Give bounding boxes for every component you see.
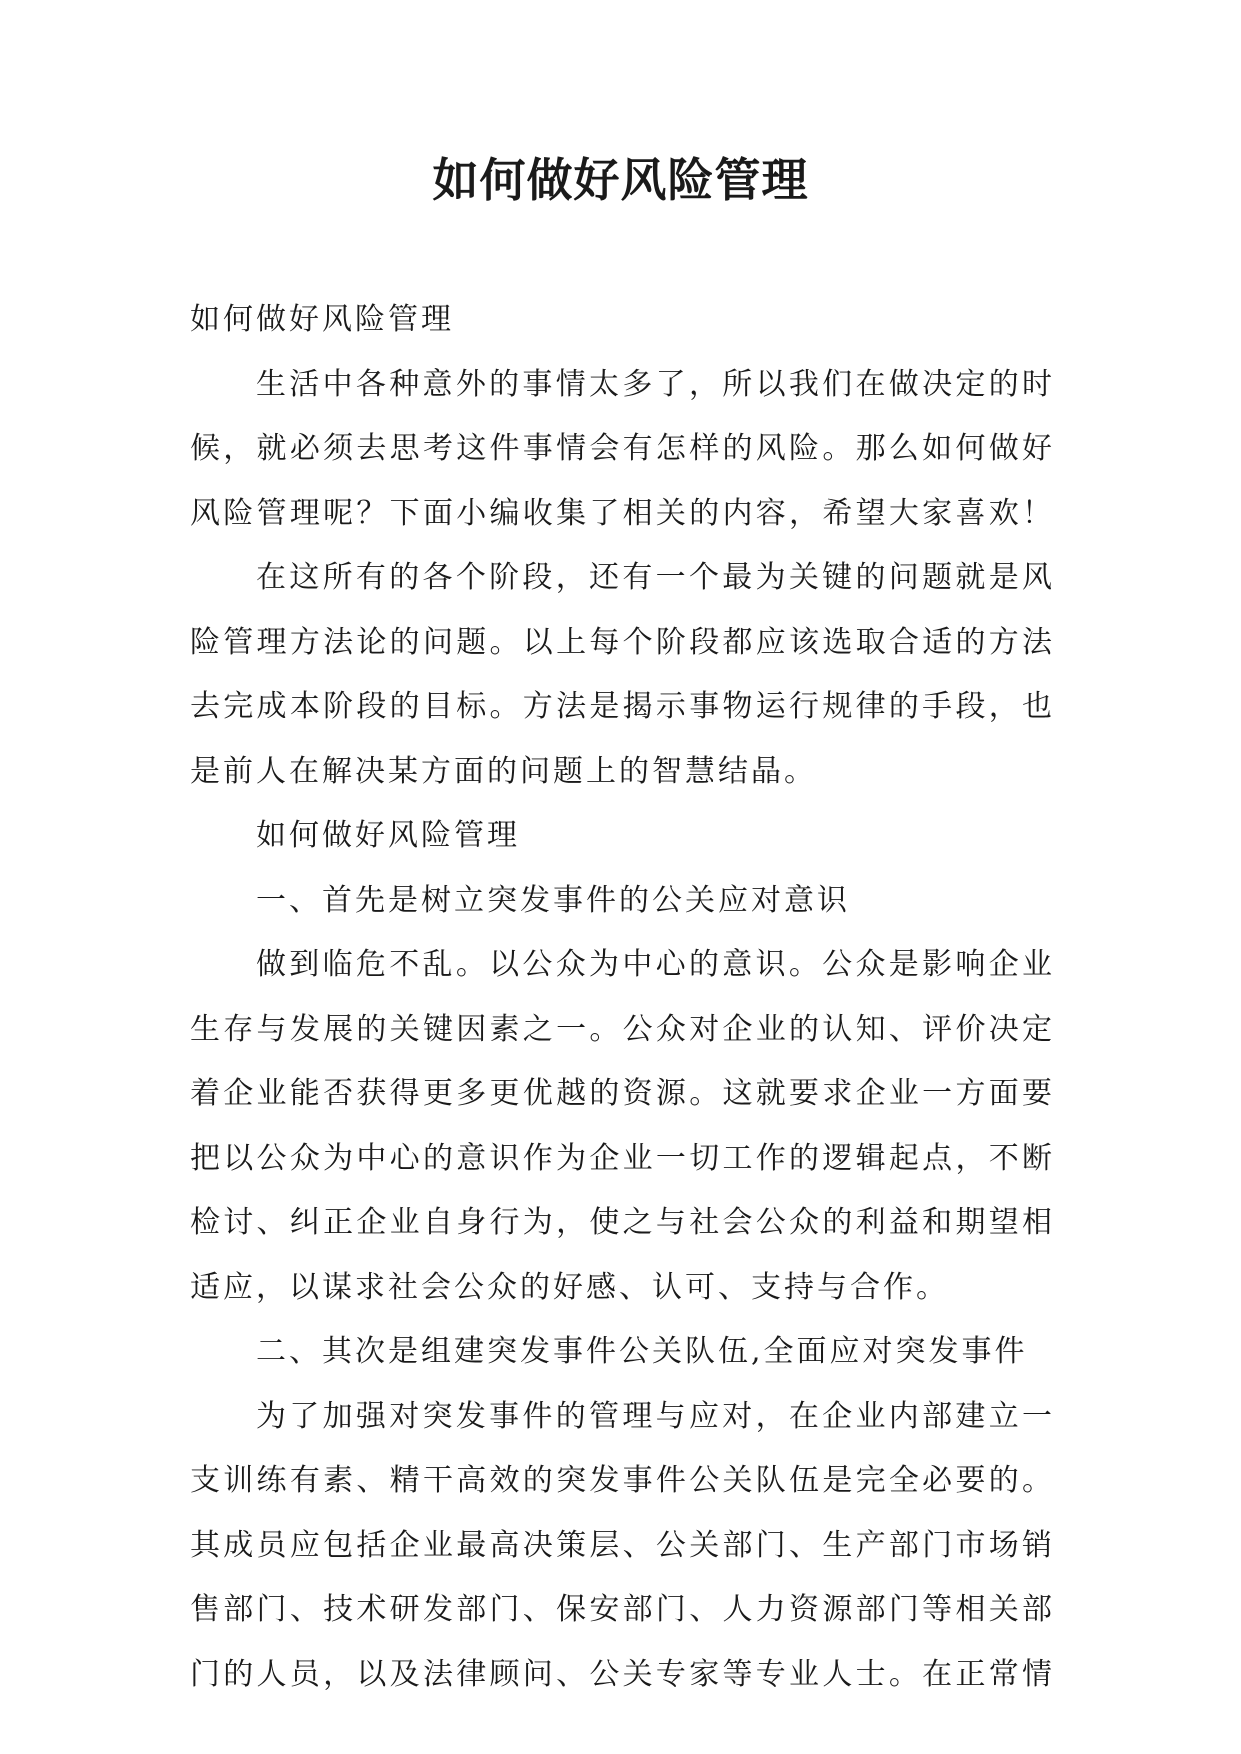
body-line-11: 做到临危不乱。以公众为中心的意识。公众是影响企业 <box>256 947 1052 982</box>
body-line-13: 着企业能否获得更多更优越的资源。这就要求企业一方面要 <box>190 1076 1052 1111</box>
document-title: 如何做好风险管理 <box>432 153 809 207</box>
body-line-22: 门的人员，以及法律顾问、公关专家等专业人士。在正常情 <box>190 1656 1052 1692</box>
body-line-2: 生活中各种意外的事情太多了，所以我们在做决定的时 <box>256 366 1052 402</box>
section-heading-1: 一、首先是树立突发事件的公关应对意识 <box>256 882 850 918</box>
body-line-6: 险管理方法论的问题。以上每个阶段都应该选取合适的方法 <box>190 624 1052 660</box>
body-line-20: 其成员应包括企业最高决策层、公关部门、生产部门市场销 <box>190 1527 1052 1563</box>
body-line-8: 是前人在解决某方面的问题上的智慧结晶。 <box>190 753 817 789</box>
section-heading-2: 二、其次是组建突发事件公关队伍,全面应对突发事件 <box>256 1334 1028 1369</box>
body-line-9: 如何做好风险管理 <box>256 818 520 853</box>
body-line-14: 把以公众为中心的意识作为企业一切工作的逻辑起点，不断 <box>190 1140 1052 1176</box>
body-line-1: 如何做好风险管理 <box>190 302 454 337</box>
body-line-5: 在这所有的各个阶段，还有一个最为关键的问题就是风 <box>256 560 1052 595</box>
body-line-3: 候，就必须去思考这件事情会有怎样的风险。那么如何做好 <box>190 431 1052 466</box>
body-line-16: 适应，以谋求社会公众的好感、认可、支持与合作。 <box>190 1269 949 1305</box>
body-line-21: 售部门、技术研发部门、保安部门、人力资源部门等相关部 <box>190 1592 1052 1627</box>
document-body <box>190 288 1052 1707</box>
body-line-19: 支训练有素、精干高效的突发事件公关队伍是完全必要的。 <box>190 1463 1052 1498</box>
body-line-4: 风险管理呢？下面小编收集了相关的内容，希望大家喜欢！ <box>190 495 1052 531</box>
body-line-18: 为了加强对突发事件的管理与应对，在企业内部建立一 <box>256 1398 1052 1434</box>
body-line-7: 去完成本阶段的目标。方法是揭示事物运行规律的手段，也 <box>190 689 1052 724</box>
body-line-15: 检讨、纠正企业自身行为，使之与社会公众的利益和期望相 <box>190 1205 1052 1240</box>
body-line-12: 生存与发展的关键因素之一。公众对企业的认知、评价决定 <box>190 1011 1052 1047</box>
